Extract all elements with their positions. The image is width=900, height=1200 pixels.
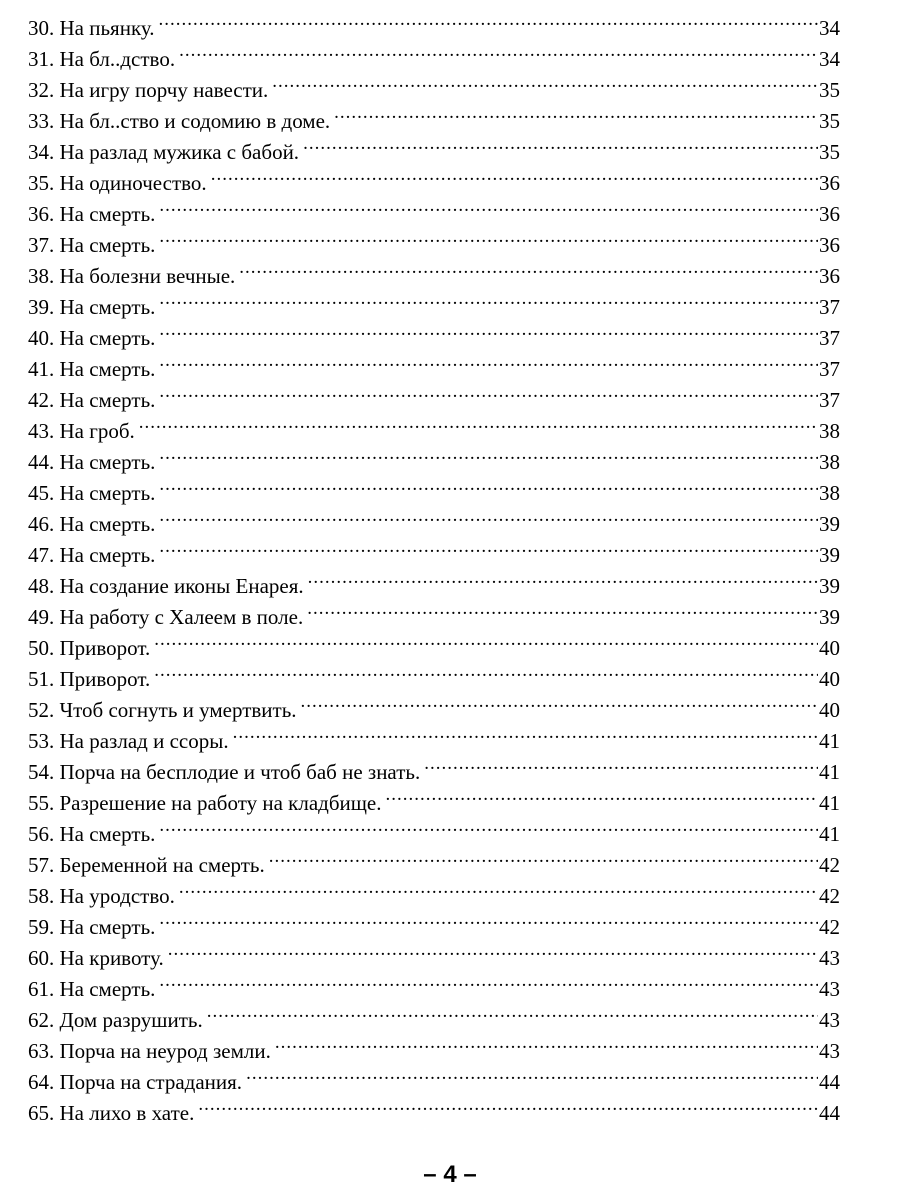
toc-entry-page-number: 39 <box>819 512 840 536</box>
toc-entry-title: 59. На смерть. <box>28 915 156 939</box>
toc-entry-page-number: 41 <box>819 760 840 784</box>
toc-entry <box>28 4 840 40</box>
toc-entry-page-number: 42 <box>819 915 840 939</box>
toc-entry-page-number: 38 <box>819 419 840 443</box>
toc-entry-page-number: 36 <box>819 233 840 257</box>
toc-entry-title: 42. На смерть. <box>28 388 156 412</box>
dot-leader <box>159 283 818 314</box>
toc-entry-title: 36. На смерть. <box>28 202 156 226</box>
toc-entry-page-number: 37 <box>819 295 840 319</box>
toc-entry-page-number: 35 <box>819 140 840 164</box>
toc-entry-page-number: 44 <box>819 1101 840 1125</box>
toc-entry-title: 43. На гроб. <box>28 419 135 443</box>
toc-entry-page-number: 43 <box>819 977 840 1001</box>
toc-entry-title: 34. На разлад мужика с бабой. <box>28 140 300 164</box>
dot-leader <box>159 314 818 345</box>
dot-leader <box>207 996 818 1027</box>
dot-leader <box>211 159 818 190</box>
toc-entry-page-number: 43 <box>819 1008 840 1032</box>
toc-entry-title: 62. Дом разрушить. <box>28 1008 203 1032</box>
toc-entry-page-number: 35 <box>819 109 840 133</box>
toc-entry-title: 37. На смерть. <box>28 233 156 257</box>
toc-entry-page-number: 38 <box>819 481 840 505</box>
dot-leader <box>272 66 818 97</box>
dot-leader <box>275 1027 818 1058</box>
toc-entry-page-number: 35 <box>819 78 840 102</box>
dot-leader <box>269 841 818 872</box>
toc-entry-title: 39. На смерть. <box>28 295 156 319</box>
toc-entry-title: 49. На работу с Халеем в поле. <box>28 605 304 629</box>
toc-entry-page-number: 34 <box>819 47 840 71</box>
dot-leader <box>159 965 818 996</box>
toc-entry-page-number: 37 <box>819 357 840 381</box>
toc-entry-page-number: 36 <box>819 264 840 288</box>
dot-leader <box>179 35 818 66</box>
dot-leader <box>239 252 818 283</box>
toc-entry-page-number: 43 <box>819 946 840 970</box>
table-of-contents <box>28 4 840 1125</box>
toc-entry-title: 30. На пьянку. <box>28 16 155 40</box>
toc-entry-page-number: 40 <box>819 636 840 660</box>
toc-entry-title: 32. На игру порчу навести. <box>28 78 269 102</box>
toc-entry-page-number: 37 <box>819 388 840 412</box>
dot-leader <box>233 717 818 748</box>
dot-leader <box>307 593 818 624</box>
toc-entry-title: 48. На создание иконы Енарея. <box>28 574 304 598</box>
toc-entry-title: 54. Порча на бесплодие и чтоб баб не знать. <box>28 760 421 784</box>
toc-entry-page-number: 39 <box>819 543 840 567</box>
toc-entry-page-number: 42 <box>819 884 840 908</box>
toc-entry-title: 31. На бл..дство. <box>28 47 176 71</box>
toc-entry-page-number: 41 <box>819 791 840 815</box>
toc-entry-title: 65. На лихо в хате. <box>28 1101 195 1125</box>
toc-entry-page-number: 37 <box>819 326 840 350</box>
toc-entry-page-number: 39 <box>819 574 840 598</box>
toc-entry-title: 50. Приворот. <box>28 636 151 660</box>
toc-entry-page-number: 36 <box>819 202 840 226</box>
toc-entry-page-number: 36 <box>819 171 840 195</box>
toc-entry <box>28 407 840 443</box>
toc-entry-page-number: 38 <box>819 450 840 474</box>
toc-entry-page-number: 41 <box>819 822 840 846</box>
toc-entry-page-number: 34 <box>819 16 840 40</box>
dot-leader <box>303 128 818 159</box>
dot-leader <box>159 469 818 500</box>
dot-leader <box>159 903 818 934</box>
dot-leader <box>159 190 818 221</box>
toc-entry-title: 46. На смерть. <box>28 512 156 536</box>
toc-entry-title: 45. На смерть. <box>28 481 156 505</box>
toc-entry-title: 64. Порча на страдания. <box>28 1070 243 1094</box>
toc-entry-page-number: 42 <box>819 853 840 877</box>
toc-entry-title: 60. На кривоту. <box>28 946 164 970</box>
toc-entry-title: 41. На смерть. <box>28 357 156 381</box>
toc-entry-title: 33. На бл..ство и содомию в доме. <box>28 109 331 133</box>
toc-entry <box>28 438 840 474</box>
dot-leader <box>168 934 818 965</box>
dot-leader <box>159 531 818 562</box>
dot-leader <box>159 500 818 531</box>
toc-entry-page-number: 44 <box>819 1070 840 1094</box>
toc-entry-title: 53. На разлад и ссоры. <box>28 729 229 753</box>
toc-entry-title: 61. На смерть. <box>28 977 156 1001</box>
toc-entry-page-number: 43 <box>819 1039 840 1063</box>
dot-leader <box>159 221 818 252</box>
page-number: – 4 – <box>423 1161 477 1188</box>
dot-leader <box>159 376 818 407</box>
dot-leader <box>139 407 818 438</box>
dot-leader <box>308 562 818 593</box>
toc-entry-title: 57. Беременной на смерть. <box>28 853 265 877</box>
toc-entry-title: 44. На смерть. <box>28 450 156 474</box>
dot-leader <box>386 779 818 810</box>
toc-entry-title: 38. На болезни вечные. <box>28 264 236 288</box>
dot-leader <box>179 872 818 903</box>
dot-leader <box>424 748 818 779</box>
toc-entry-title: 63. Порча на неурод земли. <box>28 1039 271 1063</box>
dot-leader <box>159 345 818 376</box>
dot-leader <box>154 655 818 686</box>
toc-entry-page-number: 40 <box>819 667 840 691</box>
dot-leader <box>198 1089 818 1120</box>
toc-entry-page-number: 39 <box>819 605 840 629</box>
toc-entry-title: 47. На смерть. <box>28 543 156 567</box>
toc-entry-title: 56. На смерть. <box>28 822 156 846</box>
dot-leader <box>159 810 818 841</box>
dot-leader <box>154 624 818 655</box>
toc-entry-title: 40. На смерть. <box>28 326 156 350</box>
toc-entry-title: 58. На уродство. <box>28 884 175 908</box>
toc-entry-title: 55. Разрешение на работу на кладбище. <box>28 791 382 815</box>
dot-leader <box>334 97 818 128</box>
dot-leader <box>159 4 818 35</box>
toc-entry-page-number: 40 <box>819 698 840 722</box>
toc-entry-page-number: 41 <box>819 729 840 753</box>
toc-entry-title: 51. Приворот. <box>28 667 151 691</box>
toc-entry-title: 52. Чтоб согнуть и умертвить. <box>28 698 297 722</box>
toc-entry-title: 35. На одиночество. <box>28 171 207 195</box>
dot-leader <box>159 438 818 469</box>
dot-leader <box>246 1058 818 1089</box>
dot-leader <box>301 686 818 717</box>
